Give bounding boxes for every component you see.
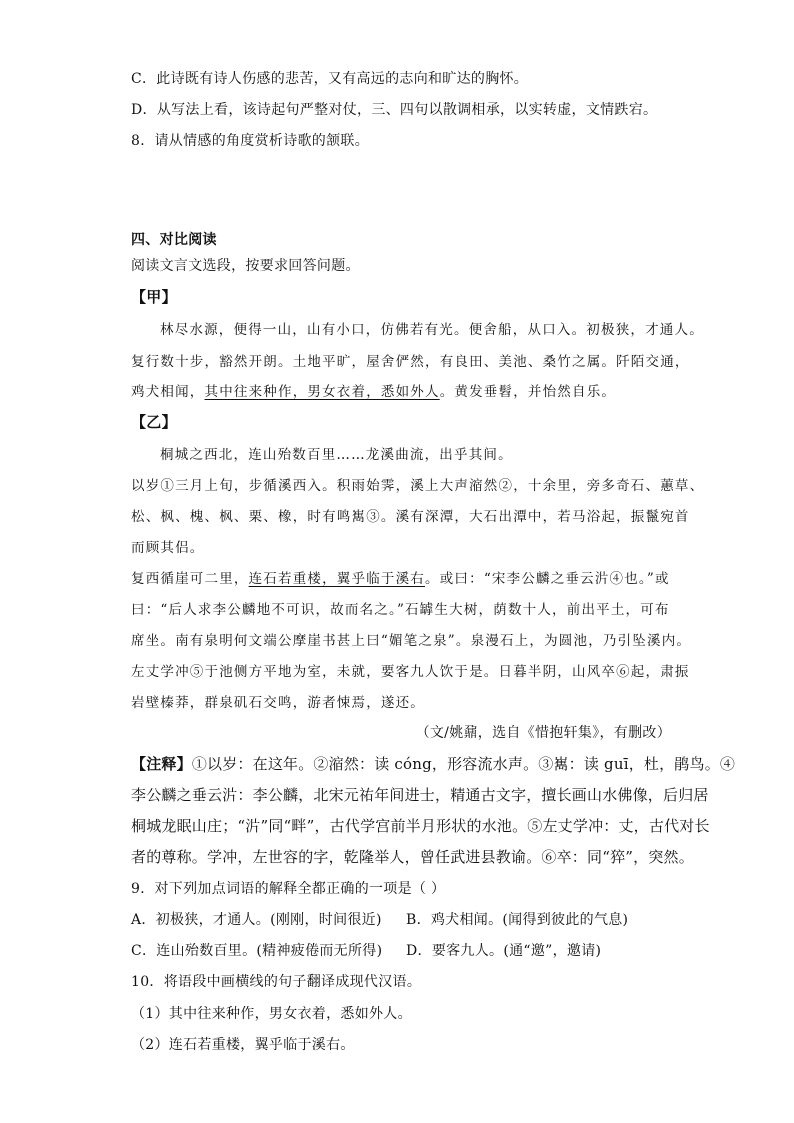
q9-option-c: C．连山殆数百里。(精神疲倦而无所得): [131, 943, 383, 959]
yi-line-8: 左丈学冲⑤于池侧方平地为室，未就，要客九人饮于是。日暮半阴，山风卒⑥起，肃振: [131, 664, 690, 680]
notes-label: 【注释】: [131, 755, 192, 773]
jia-line-3: [131, 380, 616, 400]
yi-line-2: 以岁①三月上旬，步循溪西入。积雨始霁，溪上大声㴼然②，十余里，旁多奇石、蕙草、: [131, 478, 705, 494]
jia-underlined-sentence: 其中往来种作，男女衣着，悉如外人: [204, 384, 440, 400]
q10-sentence-2: （2）连石若重楼，翼乎临于溪右。: [131, 1037, 355, 1053]
jia-line-1: 林尽水源，便得一山，山有小口，仿佛若有光。便舍船，从口入。初极狭，才通人。: [160, 322, 704, 338]
q10-sentence-1: （1）其中往来种作，男女衣着，悉如外人。: [131, 1006, 412, 1022]
jia-line-3-start: 鸡犬相闻，: [131, 384, 205, 400]
notes-line-1-text: ①以岁：在这年。②㴼然：读 cóng，形容流水声。③嶲：读 guī，杜，鹃鸟。④: [191, 755, 736, 773]
yi-line-6: 曰：“后人求李公麟地不可识，故而名之。”石罅生大树，荫数十人，前出平土，可布: [131, 602, 670, 618]
yi-line-5-end: 。或曰：“宋李公麟之垂云沜④也。”或: [425, 571, 670, 587]
jia-line-3-end: 。黄发垂髫，并怡然自乐。: [439, 384, 617, 400]
jia-line-2: 复行数十步，豁然开朗。土地平旷，屋舍俨然，有良田、美池、桑竹之属。阡陌交通，: [131, 354, 690, 370]
notes-line-2: 李公麟之垂云沜：李公麟，北宋元祐年间进士，精通古文字，擅长画山水佛像，后归居: [131, 786, 709, 804]
question-8: 8．请从情感的角度赏析诗歌的颔联。: [131, 133, 370, 149]
question-10: 10．将语段中画横线的句子翻译成现代汉语。: [131, 974, 422, 990]
question-9: 9．对下列加点词语的解释全都正确的一项是（ ）: [131, 881, 446, 897]
notes-line-1: [131, 753, 735, 774]
q9-option-a: A．初极狭，才通人。(刚刚，时间很近): [131, 912, 382, 928]
notes-line-3: 桐城龙眠山庄；“沜”同“畔”，古代学宫前半月形状的水池。⑤左丈学冲：丈，古代对长: [131, 817, 710, 835]
yi-underlined-sentence: 连石若重楼，翼乎临于溪右: [248, 571, 426, 587]
yi-line-5: [131, 567, 670, 587]
section-instruction: 阅读文言文选段，按要求回答问题。: [131, 258, 360, 274]
yi-line-1: 桐城之西北，连山殆数百里……龙溪曲流，出乎其间。: [160, 447, 513, 463]
yi-line-4: 而顾其侣。: [131, 540, 205, 556]
yi-line-7: 席坐。南有泉明何文端公摩崖书甚上曰“媚笔之泉”。泉漫石上，为圆池，乃引坠溪内。: [131, 633, 692, 649]
q9-option-d: D．要客九人。(通“邀”，邀请): [406, 943, 602, 959]
q9-option-b: B．鸡犬相闻。(闻得到彼此的气息): [406, 912, 629, 928]
yi-source: （文/姚鼐，选自《惜抱轩集》，有删改）: [415, 725, 671, 741]
yi-line-9: 岩壁榛莽，群泉矶石交鸣，游者悚焉，遂还。: [131, 695, 425, 711]
yi-line-3: 松、枫、槐、枫、栗、橡，时有鸣嶲③。溪有深潭，大石出潭中，若马浴起，振鬣宛首: [131, 509, 690, 525]
yi-label: 【乙】: [131, 413, 177, 431]
option-d: D．从写法上看，该诗起句严整对仗，三、四句以散调相承，以实转虚，文情跌宕。: [131, 102, 658, 118]
jia-label: 【甲】: [131, 288, 177, 306]
option-c: C．此诗既有诗人伤感的悲苦，又有高远的志向和旷达的胸怀。: [131, 71, 529, 87]
section-heading: 四、对比阅读: [131, 232, 217, 248]
yi-line-5-start: 复西循崖可二里，: [131, 571, 249, 587]
notes-line-4: 者的尊称。学冲，左世容的字，乾隆举人，曾任武进县教谕。⑥卒：同“猝”，突然。: [131, 848, 694, 866]
